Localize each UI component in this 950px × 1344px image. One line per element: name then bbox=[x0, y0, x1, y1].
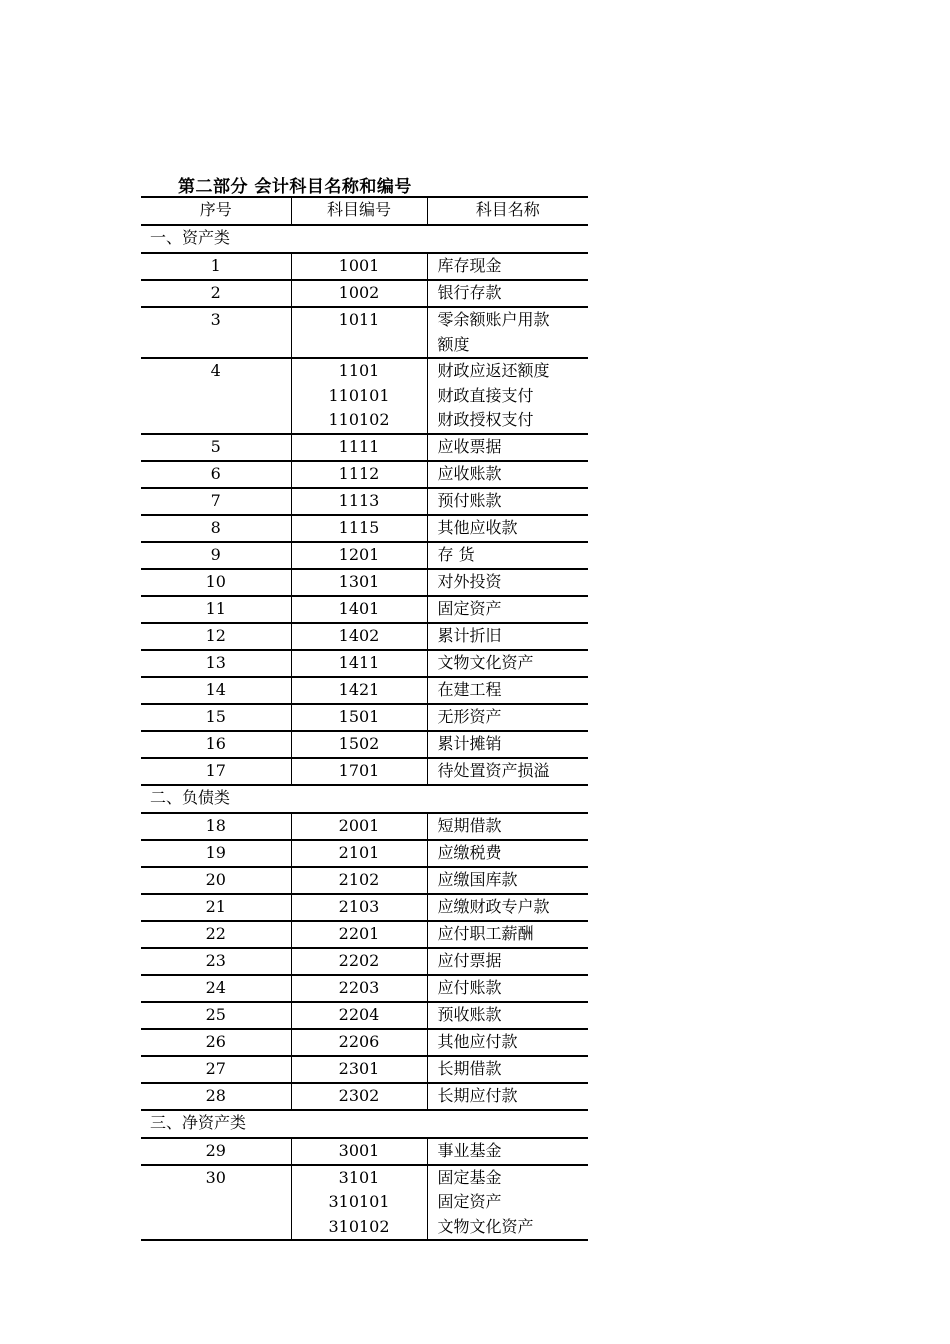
table-row bbox=[141, 704, 588, 731]
name-cell bbox=[427, 731, 588, 758]
name-cell bbox=[427, 280, 588, 307]
table-row bbox=[141, 731, 588, 758]
seq-cell: 17 bbox=[141, 758, 291, 785]
account-name: 应付票据 bbox=[437, 950, 502, 970]
account-name: 事业基金 bbox=[437, 1140, 502, 1160]
account-code: 2103 bbox=[338, 896, 380, 916]
header-code: 科目编号 bbox=[291, 197, 427, 225]
code-cell bbox=[291, 1083, 427, 1110]
name-cell bbox=[427, 358, 588, 434]
account-name: 财政应返还额度 bbox=[437, 361, 550, 380]
account-table bbox=[141, 196, 588, 1241]
category-row bbox=[141, 1110, 588, 1138]
name-cell bbox=[427, 1138, 588, 1165]
seq-cell: 23 bbox=[141, 948, 291, 975]
seq-cell: 20 bbox=[141, 867, 291, 894]
code-cell bbox=[291, 840, 427, 867]
account-code: 2204 bbox=[338, 1004, 380, 1024]
account-name: 其他应收款 bbox=[437, 517, 518, 537]
account-name: 对外投资 bbox=[437, 571, 502, 591]
account-code: 1421 bbox=[338, 679, 380, 699]
table-row bbox=[141, 1029, 588, 1056]
account-name: 额度 bbox=[437, 334, 470, 354]
name-cell bbox=[427, 921, 588, 948]
account-name: 应付职工薪酬 bbox=[437, 923, 534, 943]
category-row bbox=[141, 225, 588, 253]
name-cell bbox=[427, 1029, 588, 1056]
seq-cell: 3 bbox=[141, 307, 291, 358]
code-cell bbox=[291, 921, 427, 948]
account-name: 预付账款 bbox=[437, 490, 502, 510]
name-cell bbox=[427, 488, 588, 515]
table-row bbox=[141, 975, 588, 1002]
account-code: 1101 bbox=[338, 361, 380, 380]
code-cell bbox=[291, 813, 427, 840]
account-code: 1411 bbox=[338, 652, 380, 672]
name-cell bbox=[427, 542, 588, 569]
account-code: 3001 bbox=[338, 1140, 380, 1160]
code-cell bbox=[291, 488, 427, 515]
table-row bbox=[141, 542, 588, 569]
code-cell bbox=[291, 1056, 427, 1083]
name-cell bbox=[427, 596, 588, 623]
seq-cell: 12 bbox=[141, 623, 291, 650]
table-row bbox=[141, 921, 588, 948]
account-code: 1201 bbox=[338, 544, 380, 564]
seq-cell: 4 bbox=[141, 358, 291, 434]
account-code: 310102 bbox=[328, 1216, 390, 1236]
code-cell bbox=[291, 253, 427, 280]
table-row bbox=[141, 650, 588, 677]
name-cell bbox=[427, 677, 588, 704]
account-name: 应收票据 bbox=[437, 436, 502, 456]
name-cell bbox=[427, 840, 588, 867]
code-cell bbox=[291, 542, 427, 569]
name-cell bbox=[427, 434, 588, 461]
code-cell bbox=[291, 650, 427, 677]
account-name: 存 货 bbox=[437, 544, 475, 564]
code-cell bbox=[291, 758, 427, 785]
code-cell bbox=[291, 596, 427, 623]
name-cell bbox=[427, 1002, 588, 1029]
account-name: 应缴财政专户款 bbox=[437, 896, 550, 916]
table-row bbox=[141, 461, 588, 488]
code-cell bbox=[291, 1138, 427, 1165]
code-cell bbox=[291, 704, 427, 731]
seq-cell: 16 bbox=[141, 731, 291, 758]
table-row bbox=[141, 488, 588, 515]
seq-cell: 2 bbox=[141, 280, 291, 307]
account-name: 其他应付款 bbox=[437, 1031, 518, 1051]
name-cell bbox=[427, 650, 588, 677]
table-row bbox=[141, 1138, 588, 1165]
account-code: 2102 bbox=[338, 869, 380, 889]
table-row bbox=[141, 894, 588, 921]
name-cell bbox=[427, 867, 588, 894]
header-seq: 序号 bbox=[141, 197, 291, 225]
account-code: 1301 bbox=[338, 571, 380, 591]
table-row bbox=[141, 867, 588, 894]
table-row bbox=[141, 1056, 588, 1083]
account-name: 应付账款 bbox=[437, 977, 502, 997]
seq-cell: 18 bbox=[141, 813, 291, 840]
account-name: 文物文化资产 bbox=[437, 1216, 534, 1236]
account-code: 110101 bbox=[328, 385, 390, 405]
table-row bbox=[141, 813, 588, 840]
seq-cell: 25 bbox=[141, 1002, 291, 1029]
account-code: 1115 bbox=[338, 517, 380, 537]
table-row bbox=[141, 677, 588, 704]
account-code: 1011 bbox=[338, 310, 380, 329]
name-cell bbox=[427, 1056, 588, 1083]
table-header-row bbox=[141, 197, 588, 225]
account-code: 2302 bbox=[338, 1085, 380, 1105]
seq-cell: 13 bbox=[141, 650, 291, 677]
account-name: 文物文化资产 bbox=[437, 652, 534, 672]
code-cell bbox=[291, 623, 427, 650]
account-name: 长期应付款 bbox=[437, 1085, 518, 1105]
account-name: 待处置资产损溢 bbox=[437, 760, 550, 780]
account-code: 2101 bbox=[338, 842, 380, 862]
code-cell bbox=[291, 280, 427, 307]
account-code: 1112 bbox=[338, 463, 380, 483]
account-code: 1111 bbox=[338, 436, 380, 456]
table-row bbox=[141, 596, 588, 623]
code-cell bbox=[291, 307, 427, 358]
table-row bbox=[141, 434, 588, 461]
table-row bbox=[141, 515, 588, 542]
account-code: 3101 bbox=[338, 1167, 380, 1187]
account-name: 零余额账户用款 bbox=[437, 310, 550, 329]
code-cell bbox=[291, 1029, 427, 1056]
seq-cell: 26 bbox=[141, 1029, 291, 1056]
account-code: 2201 bbox=[338, 923, 380, 943]
table-body bbox=[141, 225, 588, 1240]
seq-cell: 11 bbox=[141, 596, 291, 623]
account-code: 2203 bbox=[338, 977, 380, 997]
category-label: 二、负债类 bbox=[141, 785, 588, 813]
account-name: 应缴国库款 bbox=[437, 869, 518, 889]
account-name: 短期借款 bbox=[437, 815, 502, 835]
name-cell bbox=[427, 253, 588, 280]
name-cell bbox=[427, 1165, 588, 1241]
table-row bbox=[141, 569, 588, 596]
name-cell bbox=[427, 307, 588, 358]
account-code: 1401 bbox=[338, 598, 380, 618]
table-row bbox=[141, 358, 588, 434]
account-name: 财政直接支付 bbox=[437, 385, 534, 405]
account-name: 长期借款 bbox=[437, 1058, 502, 1078]
account-name: 固定资产 bbox=[437, 598, 502, 618]
account-name: 库存现金 bbox=[437, 256, 502, 275]
seq-cell: 15 bbox=[141, 704, 291, 731]
code-cell bbox=[291, 894, 427, 921]
code-cell bbox=[291, 975, 427, 1002]
name-cell bbox=[427, 975, 588, 1002]
category-label: 三、净资产类 bbox=[141, 1110, 588, 1138]
account-code: 1501 bbox=[338, 706, 380, 726]
table-row bbox=[141, 1165, 588, 1241]
code-cell bbox=[291, 731, 427, 758]
name-cell bbox=[427, 894, 588, 921]
seq-cell: 22 bbox=[141, 921, 291, 948]
seq-cell: 27 bbox=[141, 1056, 291, 1083]
account-code: 2301 bbox=[338, 1058, 380, 1078]
code-cell bbox=[291, 1002, 427, 1029]
account-code: 310101 bbox=[328, 1192, 390, 1211]
name-cell bbox=[427, 569, 588, 596]
table-row bbox=[141, 280, 588, 307]
account-name: 固定基金 bbox=[437, 1167, 502, 1187]
table-row bbox=[141, 253, 588, 280]
code-cell bbox=[291, 948, 427, 975]
header-name: 科目名称 bbox=[427, 197, 588, 225]
code-cell bbox=[291, 867, 427, 894]
code-cell bbox=[291, 434, 427, 461]
seq-cell: 9 bbox=[141, 542, 291, 569]
seq-cell: 10 bbox=[141, 569, 291, 596]
table-row bbox=[141, 840, 588, 867]
name-cell bbox=[427, 948, 588, 975]
account-name: 无形资产 bbox=[437, 706, 502, 726]
code-cell bbox=[291, 677, 427, 704]
account-name: 应收账款 bbox=[437, 463, 502, 483]
seq-cell: 30 bbox=[141, 1165, 291, 1241]
code-cell bbox=[291, 358, 427, 434]
account-name: 财政授权支付 bbox=[437, 410, 534, 429]
seq-cell: 21 bbox=[141, 894, 291, 921]
account-code: 1001 bbox=[338, 256, 380, 275]
table-row bbox=[141, 623, 588, 650]
table-row bbox=[141, 1083, 588, 1110]
seq-cell: 5 bbox=[141, 434, 291, 461]
account-name: 累计折旧 bbox=[437, 625, 502, 645]
account-name: 银行存款 bbox=[437, 283, 502, 302]
code-cell bbox=[291, 515, 427, 542]
account-code: 1402 bbox=[338, 625, 380, 645]
code-cell bbox=[291, 569, 427, 596]
code-cell bbox=[291, 1165, 427, 1241]
name-cell bbox=[427, 1083, 588, 1110]
name-cell bbox=[427, 704, 588, 731]
code-cell bbox=[291, 461, 427, 488]
seq-cell: 14 bbox=[141, 677, 291, 704]
account-name: 预收账款 bbox=[437, 1004, 502, 1024]
account-code: 1701 bbox=[338, 760, 380, 780]
table-row bbox=[141, 758, 588, 785]
name-cell bbox=[427, 813, 588, 840]
table-row bbox=[141, 948, 588, 975]
seq-cell: 6 bbox=[141, 461, 291, 488]
account-code: 1502 bbox=[338, 733, 380, 753]
account-code: 2001 bbox=[338, 815, 380, 835]
seq-cell: 19 bbox=[141, 840, 291, 867]
account-name: 固定资产 bbox=[437, 1192, 502, 1211]
seq-cell: 8 bbox=[141, 515, 291, 542]
account-name: 累计摊销 bbox=[437, 733, 502, 753]
account-name: 在建工程 bbox=[437, 679, 502, 699]
seq-cell: 28 bbox=[141, 1083, 291, 1110]
name-cell bbox=[427, 758, 588, 785]
account-code: 2202 bbox=[338, 950, 380, 970]
account-name: 应缴税费 bbox=[437, 842, 502, 862]
seq-cell: 29 bbox=[141, 1138, 291, 1165]
name-cell bbox=[427, 623, 588, 650]
category-row bbox=[141, 785, 588, 813]
account-code: 110102 bbox=[328, 410, 390, 429]
name-cell bbox=[427, 515, 588, 542]
category-label: 一、资产类 bbox=[141, 225, 588, 253]
account-code: 1002 bbox=[338, 283, 380, 302]
seq-cell: 1 bbox=[141, 253, 291, 280]
account-code: 1113 bbox=[338, 490, 380, 510]
table-row bbox=[141, 1002, 588, 1029]
account-code: 2206 bbox=[338, 1031, 380, 1051]
name-cell bbox=[427, 461, 588, 488]
seq-cell: 24 bbox=[141, 975, 291, 1002]
table-row bbox=[141, 307, 588, 358]
seq-cell: 7 bbox=[141, 488, 291, 515]
page-title: 第二部分 会计科目名称和编号 bbox=[178, 177, 412, 197]
